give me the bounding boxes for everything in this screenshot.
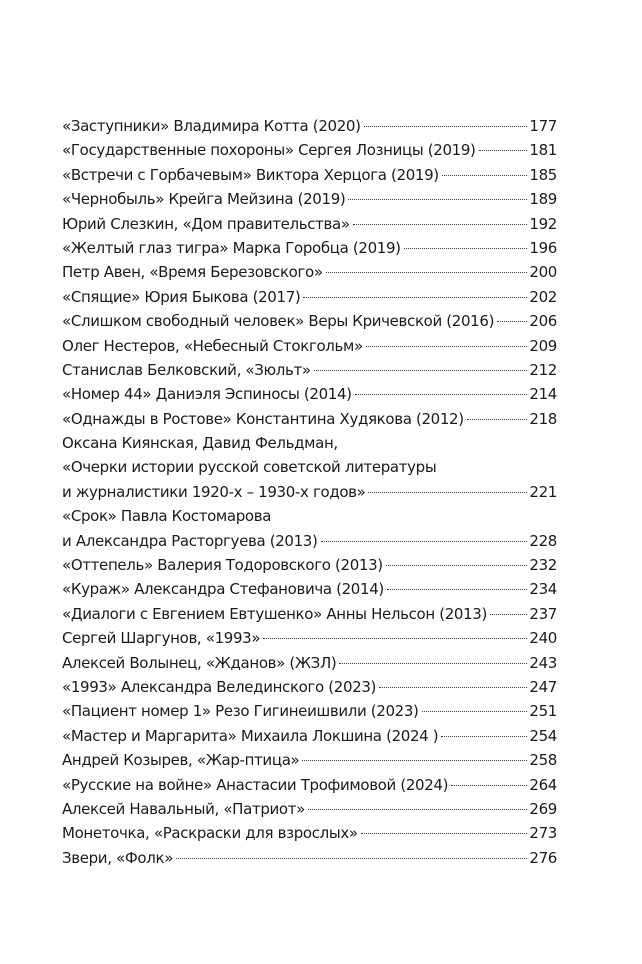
- table-of-contents: [62, 114, 557, 870]
- toc-entry-line: [62, 480, 557, 504]
- dot-leader: [442, 175, 528, 176]
- toc-entry[interactable]: [62, 163, 557, 187]
- toc-entry[interactable]: [62, 334, 557, 358]
- toc-entry[interactable]: [62, 260, 557, 284]
- toc-page-number: 214: [529, 385, 557, 404]
- toc-entry-title: «Мастер и Маргарита» Михаила Локшина (2024 ): [62, 726, 439, 745]
- dot-leader: [308, 809, 527, 810]
- dot-leader: [321, 541, 528, 542]
- toc-entry[interactable]: [62, 431, 557, 504]
- toc-page-number: 273: [529, 824, 557, 843]
- toc-entry-title: «Однажды в Ростове» Константина Худякова (2012): [62, 409, 464, 428]
- toc-entry-line: [62, 334, 557, 358]
- toc-entry[interactable]: [62, 114, 557, 138]
- toc-page-number: 196: [529, 238, 557, 257]
- toc-page-number: 185: [529, 165, 557, 184]
- toc-entry-title: Петр Авен, «Время Березовского»: [62, 263, 323, 282]
- dot-leader: [404, 248, 528, 249]
- dot-leader: [302, 760, 527, 761]
- toc-entry[interactable]: [62, 212, 557, 236]
- toc-entry[interactable]: [62, 138, 557, 162]
- dot-leader: [353, 224, 528, 225]
- toc-entry[interactable]: [62, 309, 557, 333]
- dot-leader: [326, 272, 528, 273]
- toc-entry-title: Юрий Слезкин, «Дом правительства»: [62, 214, 350, 233]
- dot-leader: [467, 419, 528, 420]
- toc-page-number: 192: [529, 214, 557, 233]
- toc-page-number: 200: [529, 263, 557, 282]
- toc-page-number: 243: [529, 653, 557, 672]
- toc-entry-line: [62, 114, 557, 138]
- toc-entry-line: [62, 699, 557, 723]
- toc-page-number: 258: [529, 751, 557, 770]
- dot-leader: [422, 711, 528, 712]
- dot-leader: [490, 614, 527, 615]
- toc-entry-line: [62, 455, 557, 479]
- toc-page-number: 202: [529, 287, 557, 306]
- toc-page-number: 232: [529, 556, 557, 575]
- toc-entry-title: «Оттепель» Валерия Тодоровского (2013): [62, 556, 383, 575]
- toc-page-number: 212: [529, 360, 557, 379]
- toc-page-number: 247: [529, 677, 557, 696]
- toc-entry[interactable]: [62, 407, 557, 431]
- toc-entry-title: «Спящие» Юрия Быкова (2017): [62, 287, 301, 306]
- toc-page-number: 234: [529, 580, 557, 599]
- toc-entry-title: и журналистики 1920-х – 1930-х годов»: [62, 482, 366, 501]
- toc-page-number: 221: [529, 482, 557, 501]
- toc-entry-line: [62, 382, 557, 406]
- toc-entry-title: «Номер 44» Даниэля Эспиносы (2014): [62, 385, 352, 404]
- toc-entry-line: [62, 675, 557, 699]
- dot-leader: [348, 199, 527, 200]
- toc-page-number: 264: [529, 775, 557, 794]
- toc-entry-line: [62, 748, 557, 772]
- toc-entry-line: [62, 846, 557, 870]
- toc-entry-line: [62, 504, 557, 528]
- toc-page-number: 269: [529, 799, 557, 818]
- toc-entry-line: [62, 163, 557, 187]
- toc-entry[interactable]: [62, 187, 557, 211]
- toc-entry-line: [62, 260, 557, 284]
- toc-page-number: 254: [529, 726, 557, 745]
- toc-entry-line: [62, 797, 557, 821]
- toc-page-number: 240: [529, 629, 557, 648]
- dot-leader: [479, 150, 528, 151]
- dot-leader: [386, 565, 528, 566]
- toc-entry[interactable]: [62, 358, 557, 382]
- toc-entry[interactable]: [62, 236, 557, 260]
- toc-entry-line: [62, 553, 557, 577]
- dot-leader: [368, 492, 527, 493]
- toc-entry-title: «Пациент номер 1» Резо Гигинеишвили (2023): [62, 702, 419, 721]
- toc-entry[interactable]: [62, 553, 557, 577]
- toc-entry-line: [62, 626, 557, 650]
- toc-entry-title: и Александра Расторгуева (2013): [62, 531, 318, 550]
- toc-entry-title: «Диалоги с Евгением Евтушенко» Анны Нельсон (2013): [62, 604, 487, 623]
- dot-leader: [441, 736, 527, 737]
- toc-entry-line: [62, 431, 557, 455]
- dot-leader: [176, 858, 527, 859]
- toc-entry[interactable]: [62, 675, 557, 699]
- toc-entry-title: Монеточка, «Раскраски для взрослых»: [62, 824, 358, 843]
- toc-page-number: 206: [529, 312, 557, 331]
- dot-leader: [497, 321, 527, 322]
- toc-entry-title: «Кураж» Александра Стефановича (2014): [62, 580, 384, 599]
- toc-entry-title: Андрей Козырев, «Жар-птица»: [62, 751, 300, 770]
- toc-entry[interactable]: [62, 724, 557, 748]
- dot-leader: [361, 833, 528, 834]
- toc-entry-title: «Заступники» Владимира Котта (2020): [62, 117, 361, 135]
- toc-entry[interactable]: [62, 651, 557, 675]
- toc-page-number: 189: [529, 190, 557, 209]
- dot-leader: [379, 687, 527, 688]
- toc-entry-title: Олег Нестеров, «Небесный Стокгольм»: [62, 336, 363, 355]
- toc-entry-title: «Русские на войне» Анастасии Трофимовой (2024): [62, 775, 449, 794]
- toc-page-number: 276: [529, 848, 557, 867]
- toc-entry-title: «Чернобыль» Крейга Мейзина (2019): [62, 190, 346, 209]
- toc-page-number: 209: [529, 336, 557, 355]
- toc-entry-line: [62, 358, 557, 382]
- dot-leader: [387, 589, 528, 590]
- toc-entry[interactable]: [62, 577, 557, 601]
- toc-entry[interactable]: [62, 699, 557, 723]
- toc-page-number: 228: [529, 531, 557, 550]
- toc-entry[interactable]: [62, 846, 557, 870]
- toc-entry-line: [62, 309, 557, 333]
- toc-entry-line: [62, 651, 557, 675]
- toc-entry-title: «Слишком свободный человек» Веры Кричевской (2016): [62, 312, 495, 331]
- toc-entry[interactable]: [62, 773, 557, 797]
- dot-leader: [314, 370, 528, 371]
- toc-page-number: 181: [529, 141, 557, 160]
- toc-page-number: 237: [529, 604, 557, 623]
- toc-entry-line: [62, 602, 557, 626]
- toc-entry[interactable]: [62, 821, 557, 845]
- dot-leader: [263, 638, 527, 639]
- toc-entry-line: [62, 529, 557, 553]
- toc-entry-line: [62, 285, 557, 309]
- toc-entry-title: Звери, «Фолк»: [62, 848, 174, 867]
- toc-entry[interactable]: [62, 602, 557, 626]
- toc-entry[interactable]: [62, 748, 557, 772]
- toc-entry[interactable]: [62, 285, 557, 309]
- toc-entry-line: [62, 138, 557, 162]
- toc-entry-line: [62, 212, 557, 236]
- dot-leader: [339, 663, 527, 664]
- toc-entry-line: [62, 773, 557, 797]
- toc-entry-line: [62, 821, 557, 845]
- toc-entry-title: Станислав Белковский, «Зюльт»: [62, 360, 311, 379]
- toc-page-number: 218: [529, 409, 557, 428]
- toc-entry[interactable]: [62, 382, 557, 406]
- toc-entry-title: Алексей Навальный, «Патриот»: [62, 799, 305, 818]
- toc-entry-title: «Очерки истории русской советской литературы: [62, 458, 437, 477]
- dot-leader: [355, 394, 528, 395]
- toc-entry[interactable]: [62, 504, 557, 553]
- toc-entry-line: [62, 236, 557, 260]
- toc-entry-line: [62, 407, 557, 431]
- toc-entry[interactable]: [62, 626, 557, 650]
- toc-entry-title: Алексей Волынец, «Жданов» (ЖЗЛ): [62, 653, 337, 672]
- toc-entry-title: «Государственные похороны» Сергея Лозницы (2019): [62, 141, 476, 160]
- toc-entry-title: «1993» Александра Велединского (2023): [62, 677, 377, 696]
- toc-entry[interactable]: [62, 797, 557, 821]
- dot-leader: [364, 126, 528, 127]
- toc-entry-line: [62, 577, 557, 601]
- dot-leader: [451, 785, 527, 786]
- toc-entry-title: «Желтый глаз тигра» Марка Горобца (2019): [62, 238, 401, 257]
- dot-leader: [303, 297, 527, 298]
- toc-entry-title: Сергей Шаргунов, «1993»: [62, 629, 261, 648]
- toc-entry-title: «Срок» Павла Костомарова: [62, 507, 272, 526]
- toc-page-number: 177: [529, 117, 557, 135]
- toc-entry-title: «Встречи с Горбачевым» Виктора Херцога (2019): [62, 165, 439, 184]
- toc-entry-title: Оксана Киянская, Давид Фельдман,: [62, 434, 338, 453]
- toc-entry-line: [62, 187, 557, 211]
- toc-entry-line: [62, 724, 557, 748]
- dot-leader: [366, 346, 528, 347]
- toc-page-number: 251: [529, 702, 557, 721]
